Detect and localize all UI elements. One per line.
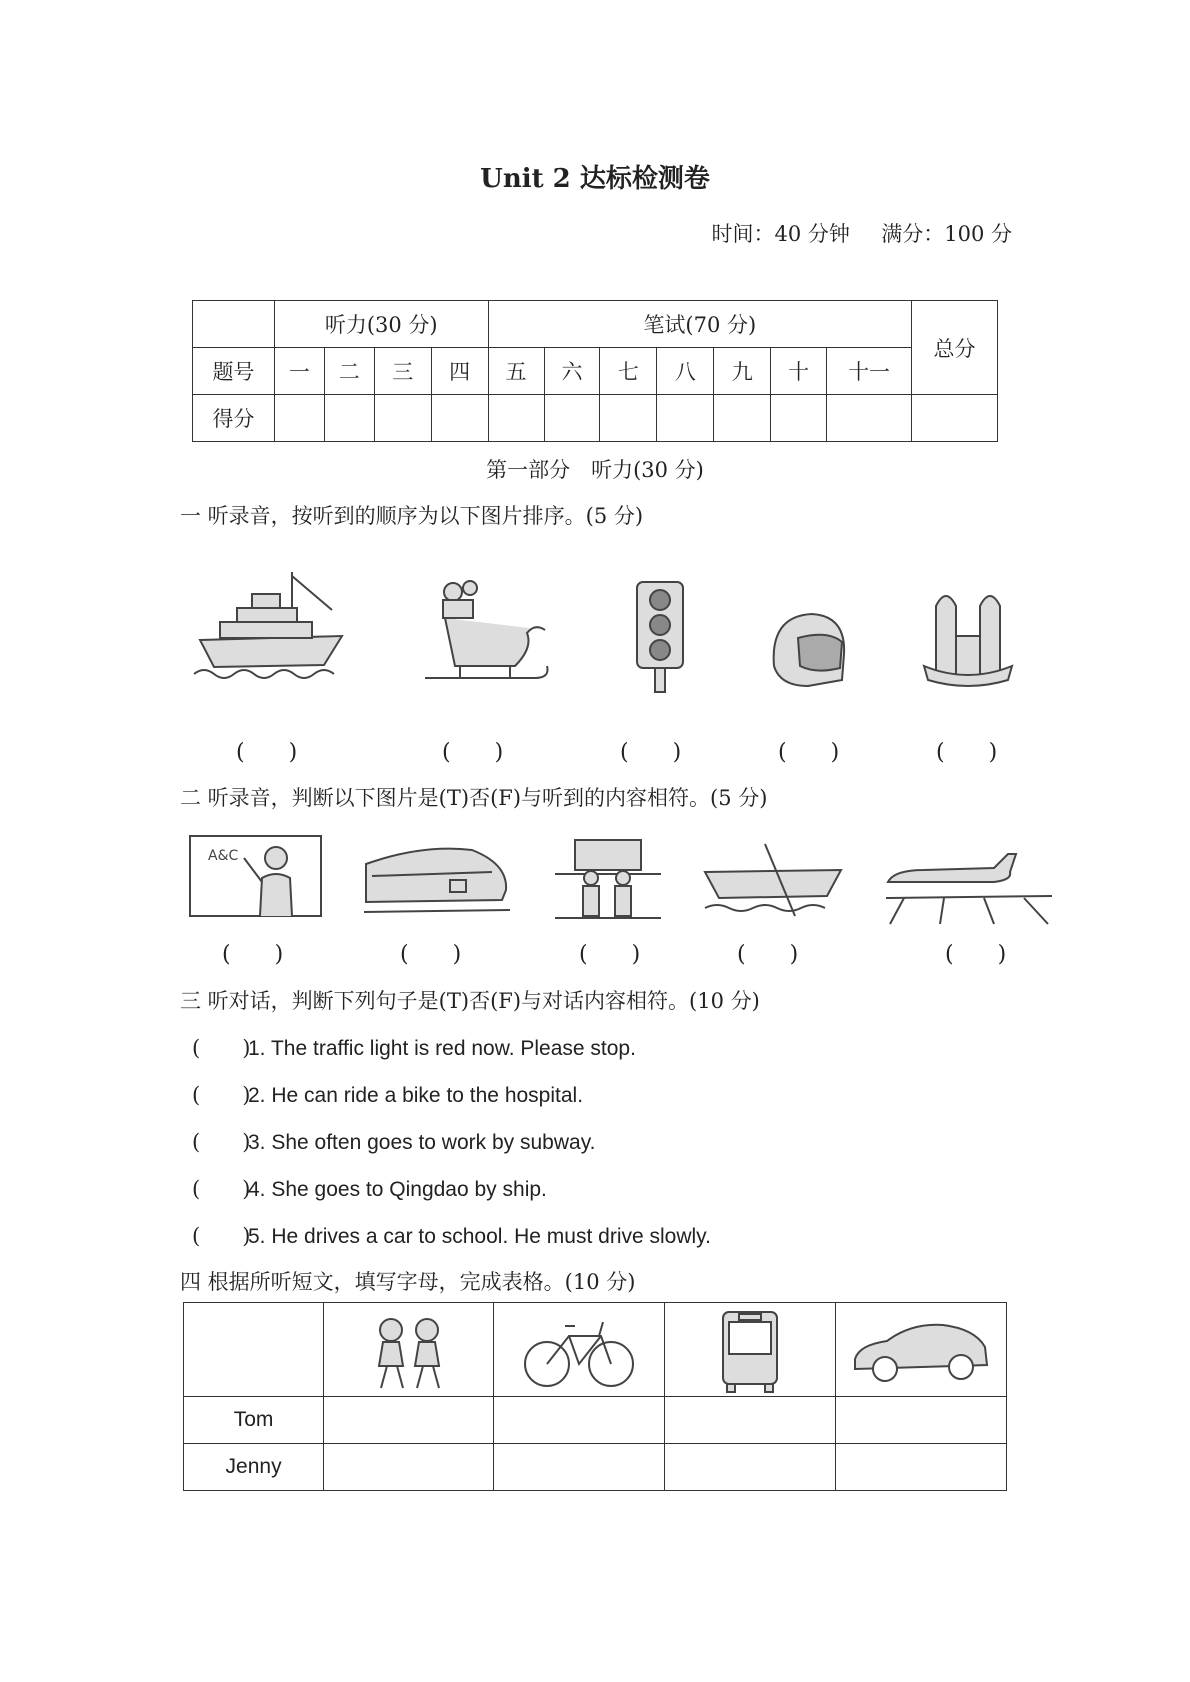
score-cell[interactable] bbox=[544, 395, 600, 442]
bus-icon bbox=[664, 1303, 835, 1397]
column-header: 九 bbox=[714, 348, 771, 395]
column-header: 七 bbox=[600, 348, 657, 395]
walk-icon bbox=[324, 1303, 494, 1397]
score-cell[interactable] bbox=[657, 395, 714, 442]
column-header: 十一 bbox=[827, 348, 912, 395]
answer-blank[interactable]: ( ) bbox=[620, 740, 682, 765]
statement-row bbox=[192, 1079, 583, 1109]
answer-blank[interactable]: ( ) bbox=[579, 942, 641, 967]
cathedral-icon bbox=[922, 580, 1014, 690]
part-one-title: 第一部分 听力(30 分) bbox=[486, 458, 704, 482]
score-cell[interactable] bbox=[324, 395, 374, 442]
total-score-cell[interactable] bbox=[912, 395, 998, 442]
score-cell[interactable] bbox=[600, 395, 657, 442]
traffic-police-icon bbox=[553, 834, 663, 920]
answer-blank[interactable]: ( ) bbox=[192, 1036, 251, 1060]
bike-icon bbox=[494, 1303, 664, 1397]
statement-text: 1. The traffic light is red now. Please stop. bbox=[248, 1037, 636, 1060]
answer-blank[interactable]: ( ) bbox=[192, 1177, 251, 1201]
row-label-number: 题号 bbox=[193, 348, 275, 395]
answer-cell[interactable] bbox=[494, 1444, 664, 1491]
column-header: 二 bbox=[324, 348, 374, 395]
answer-blank[interactable]: ( ) bbox=[936, 740, 998, 765]
section3-heading: 三 听对话，判断下列句子是(T)否(F)与对话内容相符。(10 分) bbox=[180, 989, 760, 1013]
score-table bbox=[192, 300, 998, 442]
score-cell[interactable] bbox=[431, 395, 488, 442]
section4-heading: 四 根据所听短文，填写字母，完成表格。(10 分) bbox=[180, 1270, 636, 1294]
row-label-score: 得分 bbox=[193, 395, 275, 442]
answer-blank[interactable]: ( ) bbox=[400, 942, 462, 967]
exam-meta bbox=[711, 218, 1012, 248]
statement-text: 5. He drives a car to school. He must drive slowly. bbox=[248, 1225, 711, 1248]
answer-blank[interactable]: ( ) bbox=[192, 1130, 251, 1154]
score-table-corner bbox=[193, 301, 275, 348]
score-cell[interactable] bbox=[274, 395, 324, 442]
helmet-icon bbox=[768, 608, 848, 693]
answer-blank[interactable]: ( ) bbox=[442, 740, 504, 765]
answer-blank[interactable]: ( ) bbox=[222, 942, 284, 967]
page-title: Unit 2 达标检测卷 bbox=[480, 164, 710, 194]
statement-text: 3. She often goes to work by subway. bbox=[248, 1131, 596, 1154]
statement-row bbox=[192, 1173, 547, 1203]
boat-icon bbox=[703, 842, 843, 920]
answer-cell[interactable] bbox=[835, 1444, 1006, 1491]
answer-cell[interactable] bbox=[494, 1397, 664, 1444]
train-icon bbox=[362, 834, 512, 918]
column-header: 三 bbox=[374, 348, 431, 395]
score-cell[interactable] bbox=[488, 395, 544, 442]
column-header: 八 bbox=[657, 348, 714, 395]
answer-cell[interactable] bbox=[664, 1397, 835, 1444]
transport-table-corner bbox=[184, 1303, 324, 1397]
score-cell[interactable] bbox=[714, 395, 771, 442]
column-header: 五 bbox=[488, 348, 544, 395]
statement-text: 4. She goes to Qingdao by ship. bbox=[248, 1178, 547, 1201]
writing-group-header: 笔试(70 分) bbox=[488, 301, 911, 348]
answer-blank[interactable]: ( ) bbox=[236, 740, 298, 765]
answer-blank[interactable]: ( ) bbox=[778, 740, 840, 765]
traffic-light-icon bbox=[625, 578, 695, 693]
column-header: 十 bbox=[771, 348, 827, 395]
score-cell[interactable] bbox=[827, 395, 912, 442]
car-icon bbox=[835, 1303, 1006, 1397]
answer-blank[interactable]: ( ) bbox=[945, 942, 1007, 967]
transport-table bbox=[183, 1302, 1007, 1491]
row-name: Tom bbox=[184, 1397, 324, 1444]
answer-cell[interactable] bbox=[324, 1444, 494, 1491]
column-header: 四 bbox=[431, 348, 488, 395]
column-header: 六 bbox=[544, 348, 600, 395]
answer-blank[interactable]: ( ) bbox=[192, 1083, 251, 1107]
svg-text:A&C: A&C bbox=[208, 848, 239, 864]
statement-row bbox=[192, 1126, 595, 1156]
statement-text: 2. He can ride a bike to the hospital. bbox=[248, 1084, 584, 1107]
answer-cell[interactable] bbox=[664, 1444, 835, 1491]
sleigh-icon bbox=[415, 578, 555, 693]
score-cell[interactable] bbox=[771, 395, 827, 442]
ship-icon bbox=[192, 570, 347, 685]
plane-icon bbox=[884, 846, 1054, 926]
time-limit: 时间：40 分钟 bbox=[711, 222, 850, 246]
total-score-header: 总分 bbox=[912, 301, 998, 395]
statement-row bbox=[192, 1032, 636, 1062]
listening-group-header: 听力(30 分) bbox=[274, 301, 488, 348]
section1-heading: 一 听录音，按听到的顺序为以下图片排序。(5 分) bbox=[180, 504, 644, 528]
teacher-icon bbox=[188, 834, 323, 918]
answer-cell[interactable] bbox=[835, 1397, 1006, 1444]
answer-blank[interactable]: ( ) bbox=[192, 1224, 251, 1248]
column-header: 一 bbox=[274, 348, 324, 395]
statement-row bbox=[192, 1220, 711, 1250]
score-cell[interactable] bbox=[374, 395, 431, 442]
full-score: 满分：100 分 bbox=[881, 222, 1012, 246]
answer-cell[interactable] bbox=[324, 1397, 494, 1444]
answer-blank[interactable]: ( ) bbox=[737, 942, 799, 967]
row-name: Jenny bbox=[184, 1444, 324, 1491]
section2-heading: 二 听录音，判断以下图片是(T)否(F)与听到的内容相符。(5 分) bbox=[180, 786, 768, 810]
